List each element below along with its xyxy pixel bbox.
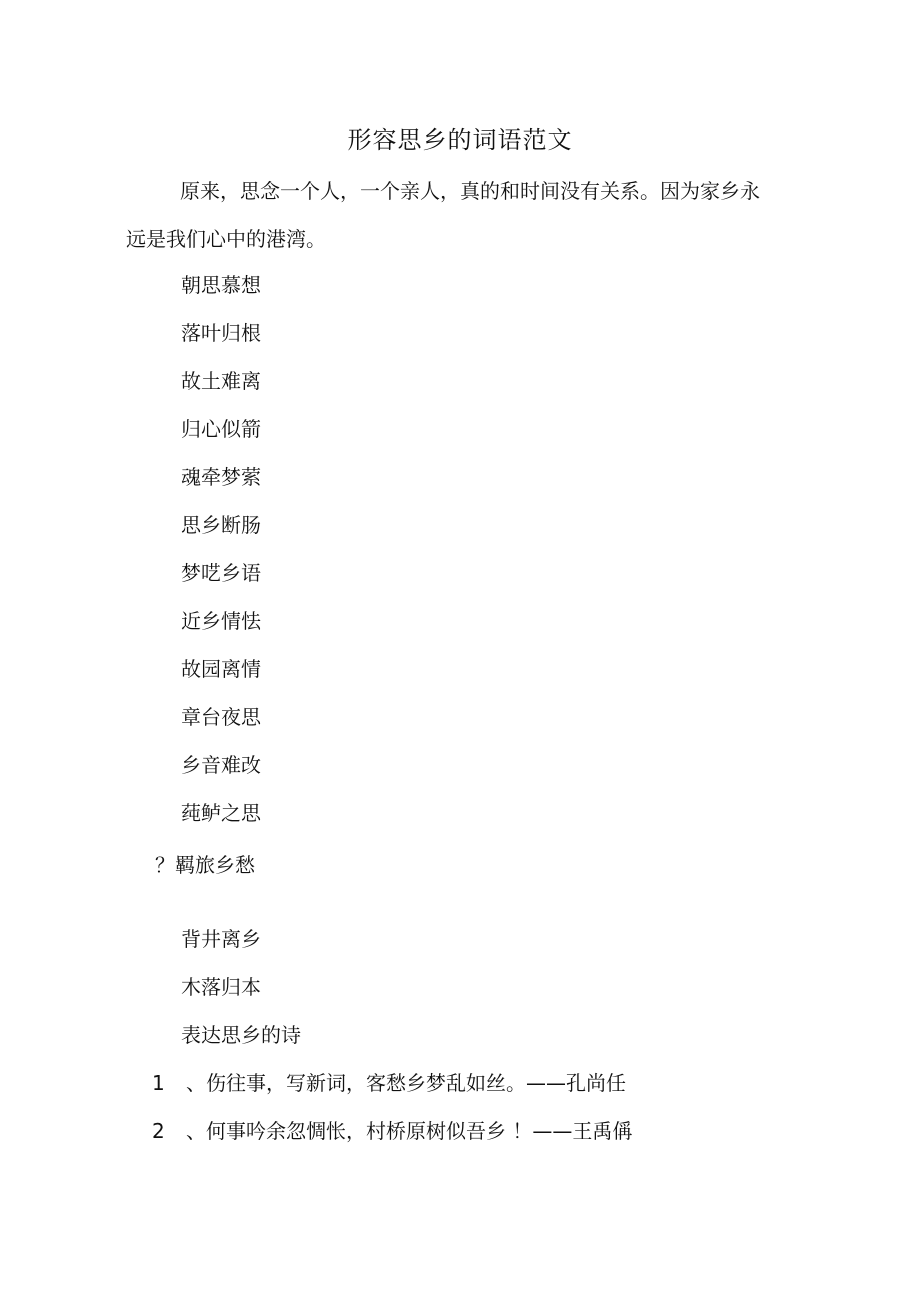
idiom-item: 落叶归根 bbox=[181, 321, 261, 345]
document-title: 形容思乡的词语范文 bbox=[347, 126, 573, 154]
idiom-item: 章台夜思 bbox=[181, 705, 261, 729]
idiom-item: 归心似箭 bbox=[181, 417, 261, 441]
idiom-item: 莼鲈之思 bbox=[181, 801, 261, 825]
idiom-item: 朝思慕想 bbox=[181, 273, 261, 297]
poem-number: 2 bbox=[152, 1119, 165, 1143]
intro-paragraph: 原来，思念一个人，一个亲人，真的和时间没有关系。因为家乡永远是我们心中的港湾。 bbox=[126, 179, 760, 251]
idiom-item: 思乡断肠 bbox=[181, 513, 261, 537]
poem-text: 、何事吟余忽惆怅，村桥原树似吾乡 ！——王禹偁 bbox=[186, 1119, 633, 1143]
idiom-item: 故土难离 bbox=[181, 369, 261, 393]
poem-line bbox=[152, 1116, 632, 1146]
poem-heading: 表达思乡的诗 bbox=[181, 1023, 301, 1047]
idiom-item: 魂牵梦萦 bbox=[181, 465, 261, 489]
poem-line bbox=[152, 1068, 626, 1098]
idiom-item: 乡音难改 bbox=[181, 753, 261, 777]
poem-text: 、伤往事，写新词，客愁乡梦乱如丝。——孔尚任 bbox=[186, 1071, 626, 1095]
idiom-item: 近乡情怯 bbox=[181, 609, 261, 633]
poem-number: 1 bbox=[152, 1071, 165, 1095]
idiom-item-question: ？羁旅乡愁 bbox=[155, 853, 255, 877]
idiom-item: 背井离乡 bbox=[181, 927, 261, 951]
idiom-item: 木落归本 bbox=[181, 975, 261, 999]
idiom-item: 梦呓乡语 bbox=[181, 561, 261, 585]
idiom-item: 故园离情 bbox=[181, 657, 261, 681]
